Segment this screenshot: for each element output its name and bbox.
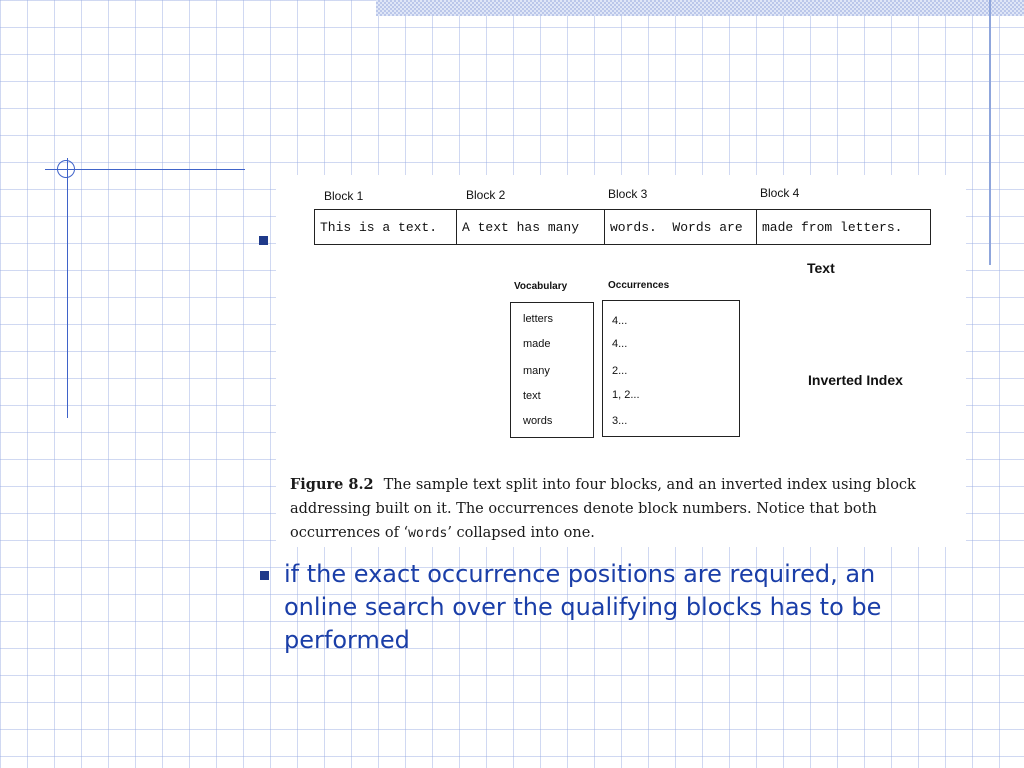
occurrences-box	[602, 300, 740, 437]
block-1-label: Block 1	[324, 189, 364, 203]
vocabulary-header: Vocabulary	[514, 281, 568, 292]
text-block-2: A text has many	[457, 210, 605, 244]
occurrence-item: 4...	[612, 338, 628, 350]
header-band	[376, 0, 1024, 16]
inverted-index-label: Inverted Index	[808, 372, 903, 388]
vocabulary-item: words	[523, 415, 553, 427]
occurrences-header: Occurrences	[608, 280, 670, 291]
occurrence-item: 3...	[612, 415, 628, 427]
text-label: Text	[807, 260, 835, 276]
bullet-marker	[259, 236, 268, 245]
text-blocks-row	[314, 209, 931, 245]
figure-image	[276, 175, 966, 547]
block-2-label: Block 2	[466, 188, 506, 202]
text-block-1: This is a text.	[315, 210, 457, 244]
decorative-vertical-line-left	[67, 158, 68, 418]
text-block-3: words. Words are	[605, 210, 757, 244]
decorative-vertical-line	[989, 0, 991, 265]
text-block-4: made from letters.	[762, 219, 903, 235]
block-3-label: Block 3	[608, 187, 648, 201]
figure-number: Figure 8.2	[290, 476, 374, 493]
caption-code: words	[408, 526, 448, 541]
vocabulary-item: many	[523, 365, 550, 377]
bullet-marker	[260, 571, 269, 580]
decorative-horizontal-line	[45, 169, 245, 170]
occurrence-item: 1, 2...	[612, 389, 640, 401]
vocabulary-item: text	[523, 390, 541, 402]
block-4-label: Block 4	[760, 186, 800, 200]
occurrence-item: 4...	[612, 315, 628, 327]
bullet-text: if the exact occurrence positions are required, an online search over the qualifying blocks has to be performed	[284, 560, 882, 654]
caption-text-end: ’ collapsed into one.	[447, 525, 595, 541]
vocabulary-item: made	[523, 338, 551, 350]
figure-caption	[290, 473, 958, 546]
caption-text: The sample text split into four blocks, and an inverted index using block addressing built on it. The occurrences denote block numbers. Notice that both occurrences of ‘	[290, 477, 916, 541]
crosshair-ornament	[57, 160, 75, 178]
vocabulary-box	[510, 302, 594, 438]
occurrence-item: 2...	[612, 365, 628, 377]
vocabulary-item: letters	[523, 313, 553, 325]
